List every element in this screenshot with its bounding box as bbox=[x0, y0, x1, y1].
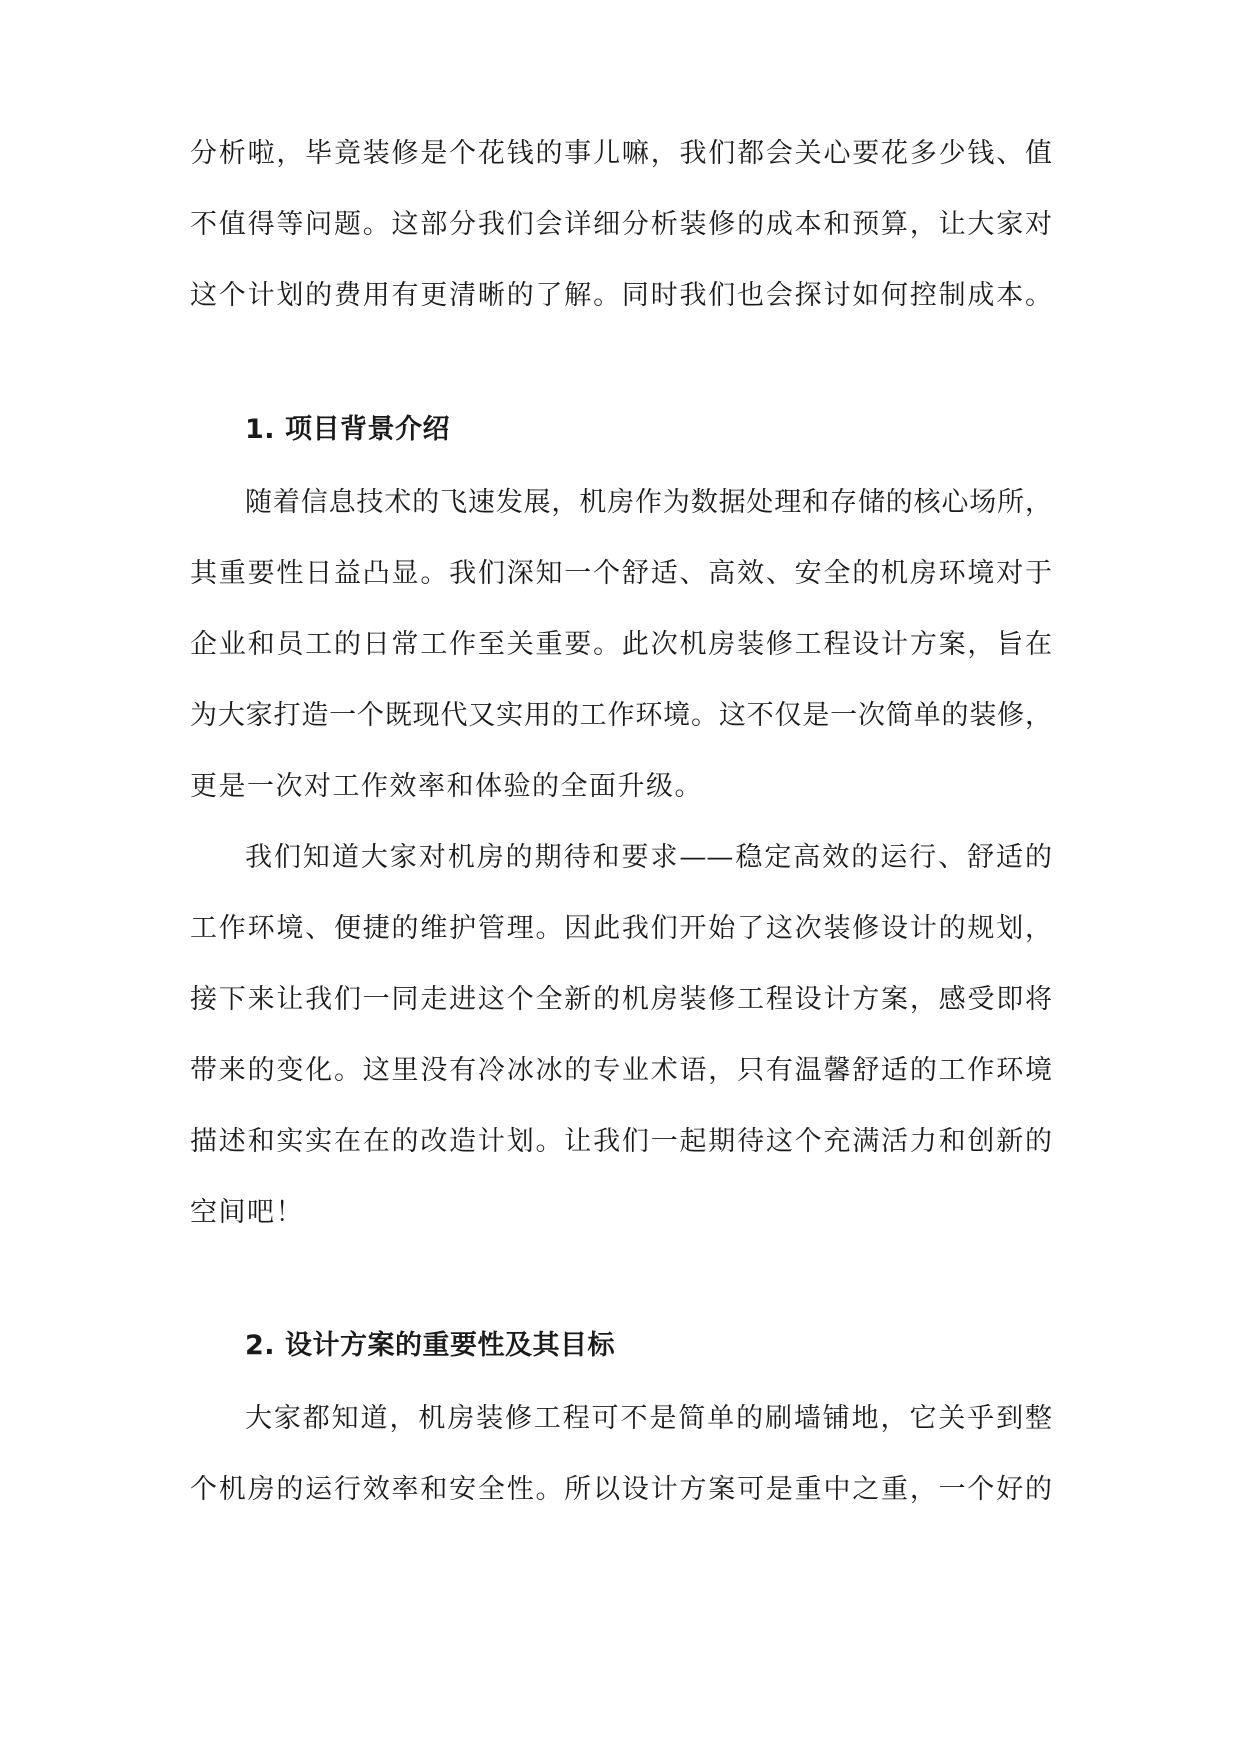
paragraph-line: 这个计划的费用有更清晰的了解。同时我们也会探讨如何控制成本。 bbox=[190, 280, 1052, 311]
paragraph-line: 空间吧！ bbox=[190, 1197, 304, 1228]
section-heading: 2. 设计方案的重要性及其目标 bbox=[245, 1330, 615, 1361]
paragraph-line: 分析啦，毕竟装修是个花钱的事儿嘛，我们都会关心要花多少钱、值 bbox=[190, 138, 1052, 169]
paragraph-line: 带来的变化。这里没有冷冰冰的专业术语，只有温馨舒适的工作环境 bbox=[190, 1055, 1052, 1086]
paragraph-line: 企业和员工的日常工作至关重要。此次机房装修工程设计方案，旨在 bbox=[190, 629, 1052, 660]
paragraph-line: 为大家打造一个既现代又实用的工作环境。这不仅是一次简单的装修， bbox=[190, 700, 1052, 731]
paragraph-line: 接下来让我们一同走进这个全新的机房装修工程设计方案，感受即将 bbox=[190, 984, 1052, 1015]
paragraph-line: 描述和实实在在的改造计划。让我们一起期待这个充满活力和创新的 bbox=[190, 1126, 1052, 1157]
paragraph-line: 随着信息技术的飞速发展，机房作为数据处理和存储的核心场所， bbox=[245, 487, 1052, 518]
paragraph-line: 更是一次对工作效率和体验的全面升级。 bbox=[190, 771, 703, 802]
paragraph-line: 工作环境、便捷的维护管理。因此我们开始了这次装修设计的规划， bbox=[190, 913, 1052, 944]
paragraph-line: 我们知道大家对机房的期待和要求——稳定高效的运行、舒适的 bbox=[245, 842, 1052, 873]
paragraph-line: 不值得等问题。这部分我们会详细分析装修的成本和预算，让大家对 bbox=[190, 209, 1052, 240]
paragraph-line: 其重要性日益凸显。我们深知一个舒适、高效、安全的机房环境对于 bbox=[190, 558, 1052, 589]
paragraph-line: 个机房的运行效率和安全性。所以设计方案可是重中之重，一个好的 bbox=[190, 1474, 1052, 1505]
section-heading: 1. 项目背景介绍 bbox=[245, 414, 450, 445]
paragraph-line: 大家都知道，机房装修工程可不是简单的刷墙铺地，它关乎到整 bbox=[245, 1403, 1052, 1434]
